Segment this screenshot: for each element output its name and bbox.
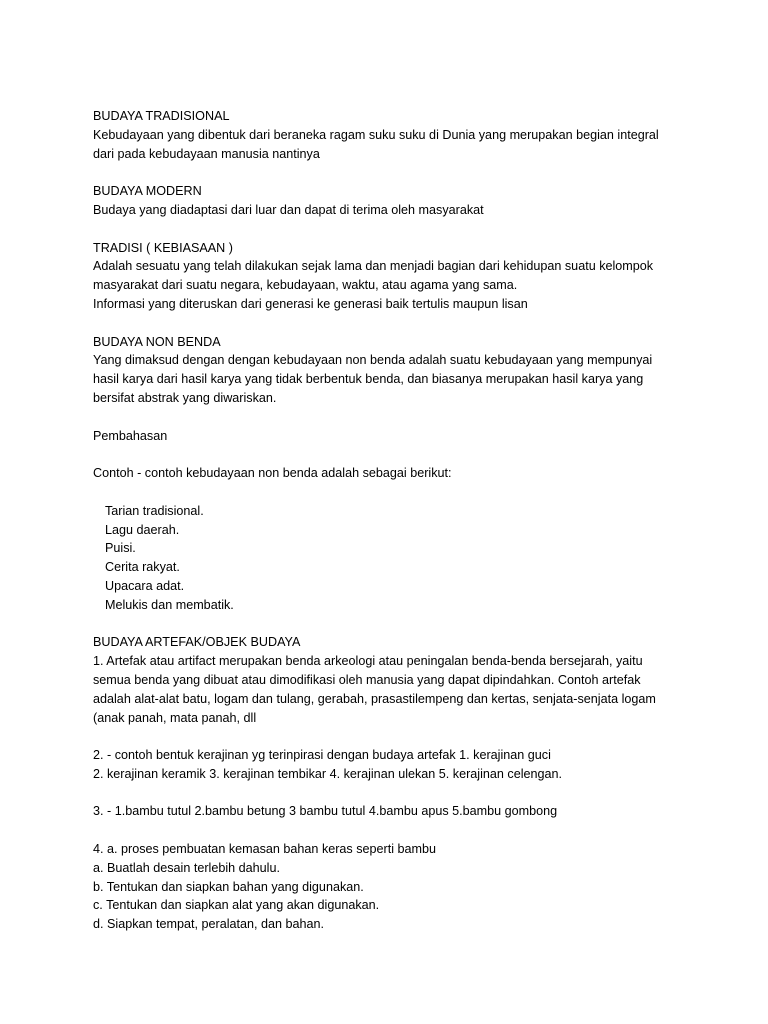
section-contoh	[93, 464, 733, 614]
section-point-2	[93, 746, 733, 784]
section-heading: BUDAYA ARTEFAK/OBJEK BUDAYA	[93, 635, 301, 650]
paragraph-line: 3. - 1.bambu tutul 2.bambu betung 3 bambu tutul 4.bambu apus 5.bambu gombong	[93, 804, 558, 819]
list-item: Puisi.	[105, 541, 136, 556]
list-item: Cerita rakyat.	[105, 560, 180, 575]
section-tradisi	[93, 239, 733, 314]
spacer	[93, 483, 733, 502]
paragraph-line: adalah alat-alat batu, logam dan tulang, gerabah, prasastilempeng dan kertas, senjata-senjata logam	[93, 691, 656, 706]
paragraph-line: Budaya yang diadaptasi dari luar dan dapat di terima oleh masyarakat	[93, 202, 484, 217]
paragraph-line: bersifat abstrak yang diwariskan.	[93, 390, 277, 405]
paragraph-line: 2. kerajinan keramik 3. kerajinan tembikar 4. kerajinan ulekan 5. kerajinan celengan.	[93, 766, 563, 781]
paragraph-line: a. Buatlah desain terlebih dahulu.	[93, 860, 280, 875]
pembahasan-label: Pembahasan	[93, 428, 168, 443]
section-point-3	[93, 802, 733, 821]
paragraph-line: Adalah sesuatu yang telah dilakukan sejak lama dan menjadi bagian dari kehidupan suatu kelompok	[93, 259, 654, 274]
paragraph-line: dari pada kebudayaan manusia nantinya	[93, 146, 320, 161]
paragraph-line: 2. - contoh bentuk kerajinan yg terinpirasi dengan budaya artefak 1. kerajinan guci	[93, 748, 551, 763]
paragraph-line: (anak panah, mata panah, dll	[93, 710, 257, 725]
list-item: Melukis dan membatik.	[105, 597, 234, 612]
list-item: Tarian tradisional.	[105, 503, 204, 518]
section-budaya-non-benda	[93, 333, 733, 408]
paragraph-line: semua benda yang dibuat atau dimodifikasi oleh manusia yang dapat dipindahkan. Contoh artefak	[93, 672, 641, 687]
paragraph-line: b. Tentukan dan siapkan bahan yang digunakan.	[93, 879, 364, 894]
contoh-list	[93, 502, 733, 615]
document-body	[93, 107, 733, 953]
section-heading: BUDAYA TRADISIONAL	[93, 109, 230, 123]
paragraph-line: 1. Artefak atau artifact merupakan benda arkeologi atau peningalan benda-benda bersejarah, yaitu	[93, 654, 643, 669]
list-item: Lagu daerah.	[105, 522, 180, 537]
paragraph-line: Kebudayaan yang dibentuk dari beraneka ragam suku suku di Dunia yang merupakan begian integral	[93, 127, 659, 142]
list-item: Upacara adat.	[105, 578, 185, 593]
section-heading: BUDAYA MODERN	[93, 184, 202, 199]
contoh-intro: Contoh - contoh kebudayaan non benda adalah sebagai berikut:	[93, 466, 452, 481]
paragraph-line: Informasi yang diteruskan dari generasi ke generasi baik tertulis maupun lisan	[93, 296, 528, 311]
paragraph-line: Yang dimaksud dengan dengan kebudayaan non benda adalah suatu kebudayaan yang mempunyai	[93, 353, 653, 368]
section-budaya-modern	[93, 182, 733, 220]
paragraph-line: hasil karya dari hasil karya yang tidak berbentuk benda, dan biasanya merupakan hasil karya yang	[93, 372, 644, 387]
paragraph-line: masyarakat dari suatu negara, kebudayaan, waktu, atau agama yang sama.	[93, 278, 518, 293]
paragraph-line: c. Tentukan dan siapkan alat yang akan digunakan.	[93, 898, 380, 913]
paragraph-line: d. Siapkan tempat, peralatan, dan bahan.	[93, 917, 325, 932]
paragraph-line: 4. a. proses pembuatan kemasan bahan keras seperti bambu	[93, 842, 437, 857]
section-heading: BUDAYA NON BENDA	[93, 334, 221, 349]
section-pembahasan	[93, 427, 733, 446]
section-artefak	[93, 633, 733, 727]
section-point-4	[93, 840, 733, 934]
section-budaya-tradisional	[93, 107, 733, 163]
section-heading: TRADISI ( KEBIASAAN )	[93, 240, 233, 255]
